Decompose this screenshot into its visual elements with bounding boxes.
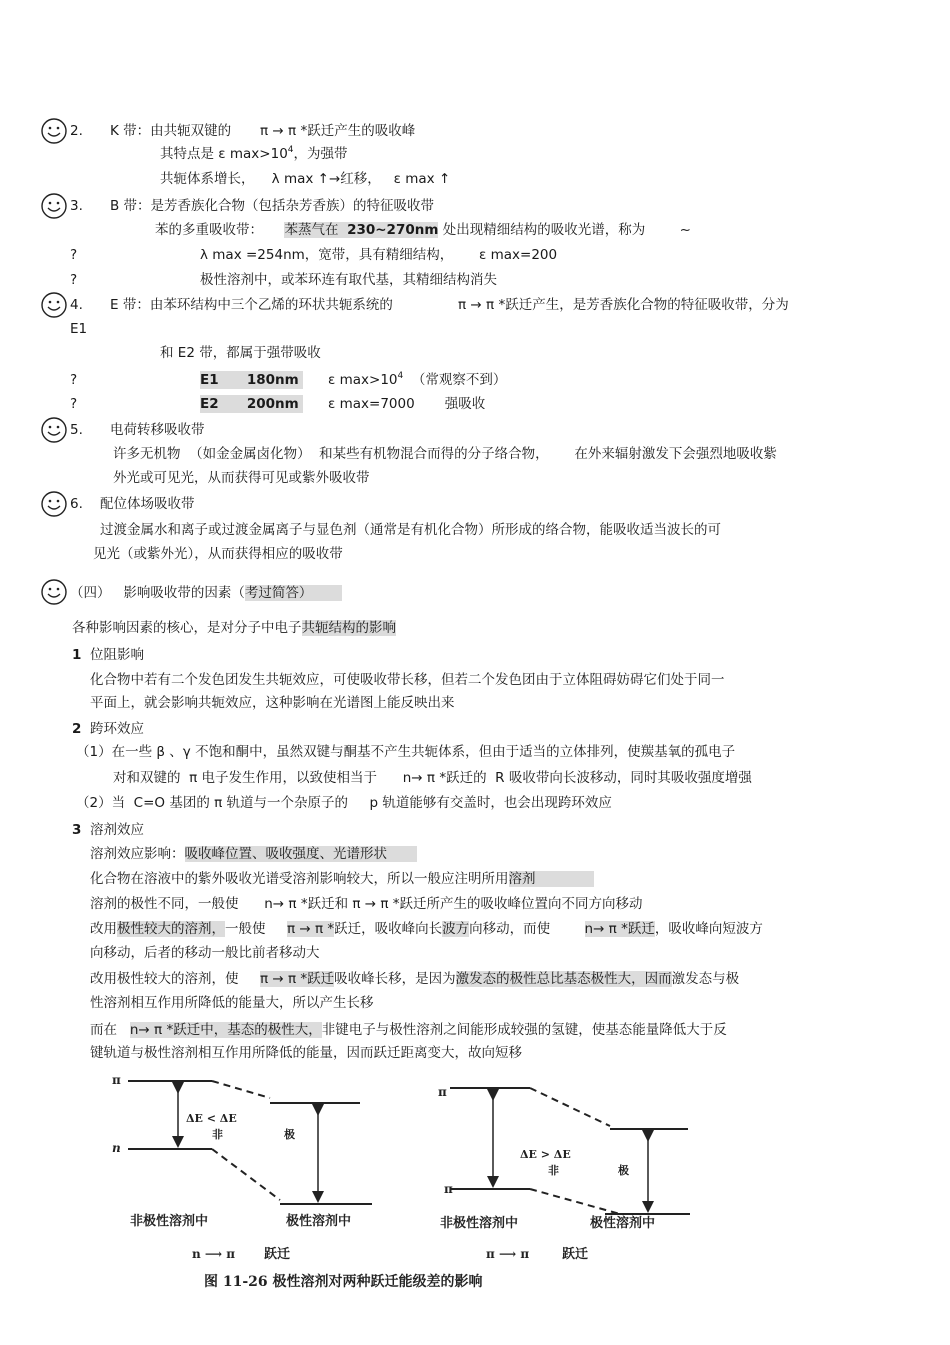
section-number: 6. — [70, 496, 83, 512]
k-band-conjugation: 共轭体系增长， λ max ↑→红移， ε max ↑ — [160, 171, 451, 187]
caption-left-nonpolar: 非极性溶剂中 — [130, 1214, 209, 1229]
ligand-band-text: 见光（或紫外光），从而获得相应的吸收带 — [93, 546, 343, 562]
e1-highlight: E1 180nm — [200, 371, 303, 389]
section-number: 3. — [70, 198, 83, 214]
paragraph: 溶剂的极性不同，一般使 n→ π *跃迁和 π → π *跃迁所产生的吸收峰位置向不同方向移动 — [90, 896, 643, 912]
paragraph: 改用极性较大的溶剂，使 π → π *跃迁吸收峰长移，是因为激发态的极性总比基态极性大，因而激发态与极 — [90, 971, 740, 987]
sub-number: 1 — [72, 647, 82, 663]
ct-band-text: 外光或可见光，从而获得可见或紫外吸收带 — [113, 470, 370, 486]
paragraph: 化合物中若有二个发色团发生共轭效应，可使吸收带长移，但若二个发色团由于立体阻碍妨碍它们处于同一 — [90, 672, 725, 688]
transition-suffix: 跃迁 — [562, 1247, 589, 1262]
figure-caption: 图 11-26 极性溶剂对两种跃迁能级差的影响 — [204, 1274, 483, 1290]
paragraph: 键轨道与极性溶剂相互作用所降低的能量，因而跃迁距离变大，故向短移 — [90, 1045, 522, 1061]
transition-label: π ⟶ π — [486, 1247, 530, 1261]
delta-sub-label: 极 — [284, 1128, 295, 1141]
paragraph: 化合物在溶液中的紫外吸收光谱受溶剂影响较大，所以一般应注明所用溶剂 — [90, 870, 594, 888]
paragraph: 改用极性较大的溶剂，一般使 π → π *跃迁，吸收峰向长波方向移动，而使 n→ π *跃迁，吸收峰向短波方 — [90, 921, 763, 937]
b-band-lambda: λ max =254nm，宽带，具有精细结构， ε max=200 — [200, 247, 558, 263]
b-band-title: B 带：是芳香族化合物（包括杂芳香族）的特征吸收带 — [110, 198, 435, 214]
section-number: 4. — [70, 297, 83, 313]
paragraph: 溶剂效应影响：吸收峰位置、吸收强度、光谱形状 — [90, 845, 417, 863]
energy-level-figure — [100, 1068, 720, 1298]
sub-heading: 跨环效应 — [90, 721, 144, 737]
paragraph: （2）当 C=O 基团的 π 轨道与一个杂原子的 p 轨道能够有交盖时，也会出现跨环效应 — [76, 795, 612, 811]
k-band-feature: 其特点是 ε $\max>10^4$，为强带 — [160, 145, 348, 162]
delta-e-label: ΔE < ΔE — [186, 1112, 237, 1125]
core-statement: 各种影响因素的核心，是对分子中电子共轭结构的影响 — [72, 620, 396, 636]
paragraph: 性溶剂相互作用所降低的能量大，所以产生长移 — [90, 995, 374, 1011]
smiley-icon — [41, 118, 67, 144]
section-number: 2. — [70, 123, 83, 139]
smiley-icon — [41, 193, 67, 219]
transition-label: n ⟶ π — [192, 1247, 236, 1261]
ligand-band-title: 配位体场吸收带 — [100, 496, 195, 512]
sub-heading: 位阻影响 — [90, 647, 144, 663]
e2-highlight: E2 200nm — [200, 395, 303, 413]
b-band-line: 苯的多重吸收带： 苯蒸气在 230~270nm 处出现精细结构的吸收光谱，称为 ~ — [155, 222, 691, 238]
paragraph: 对和双键的 π 电子发生作用，以致使相当于 n→ π *跃迁的 R 吸收带向长波移动，同时其吸收强度增强 — [113, 770, 752, 786]
level-label: n — [112, 1141, 121, 1155]
paragraph: （1）在一些 β 、γ 不饱和酮中，虽然双键与酮基不产生共轭体系，但由于适当的立体排列，使羰基氧的孤电子 — [76, 744, 736, 760]
k-band-title-cont: π → π *跃迁产生的吸收峰 — [260, 123, 416, 139]
paragraph: 向移动，后者的移动一般比前者移动大 — [90, 945, 320, 961]
level-label: π — [444, 1182, 453, 1196]
sub-number: 2 — [72, 721, 82, 737]
caption-right-nonpolar: 非极性溶剂中 — [440, 1216, 519, 1231]
ct-band-text: 许多无机物 （如金金属卤化物） 和某些有机物混合而得的分子络合物， 在外来辐射激发下会强烈地吸收紫 — [113, 446, 777, 462]
bullet-mark: ? — [70, 372, 78, 388]
section-number: 5. — [70, 422, 83, 438]
caption-right-polar: 极性溶剂中 — [590, 1216, 656, 1231]
e-band-e1-label: E1 — [70, 321, 88, 337]
bullet-mark: ? — [70, 272, 78, 288]
paragraph: 而在 n→ π *跃迁中，基态的极性大，非键电子与极性溶剂之间能形成较强的氢键，使基态能量降低大于反 — [90, 1022, 727, 1038]
bullet-mark: ? — [70, 247, 78, 263]
smiley-icon — [41, 292, 67, 318]
b-band-solvent: 极性溶剂中，或苯环连有取代基，其精细结构消失 — [200, 272, 497, 288]
smiley-icon — [41, 417, 67, 443]
bullet-mark: ? — [70, 396, 78, 412]
paragraph: 平面上，就会影响共轭效应，这种影响在光谱图上能反映出来 — [90, 695, 455, 711]
ct-band-title: 电荷转移吸收带 — [110, 422, 205, 438]
delta-sub-label: 非 — [212, 1128, 223, 1141]
e-band-desc: 和 E2 带，都属于强带吸收 — [160, 345, 321, 361]
e-band-title: E 带：由苯环结构中三个乙烯的环状共轭系统的 — [110, 297, 393, 313]
level-label: π — [438, 1085, 447, 1099]
ligand-band-text: 过渡金属水和离子或过渡金属离子与显色剂（通常是有机化合物）所形成的络合物，能吸收适当波长的可 — [100, 522, 721, 538]
sub-number: 3 — [72, 822, 82, 838]
k-band-title: K 带：由共轭双键的 — [110, 123, 232, 139]
delta-sub-label: 非 — [548, 1164, 559, 1177]
e2-epsilon: ε max=7000 强吸收 — [328, 396, 486, 412]
transition-suffix: 跃迁 — [264, 1247, 291, 1262]
smiley-icon — [41, 491, 67, 517]
level-label: π — [112, 1073, 121, 1087]
delta-sub-label: 极 — [618, 1164, 629, 1177]
delta-e-label: ΔE > ΔE — [520, 1148, 571, 1161]
e-band-title-cont: π → π *跃迁产生，是芳香族化合物的特征吸收带，分为 — [458, 297, 789, 313]
e1-epsilon: ε $\max>10^4$ （常观察不到） — [328, 371, 507, 388]
smiley-icon — [41, 579, 67, 605]
sub-heading: 溶剂效应 — [90, 822, 144, 838]
section-heading: （四） 影响吸收带的因素（考过简答） — [70, 584, 342, 602]
caption-left-polar: 极性溶剂中 — [286, 1214, 352, 1229]
